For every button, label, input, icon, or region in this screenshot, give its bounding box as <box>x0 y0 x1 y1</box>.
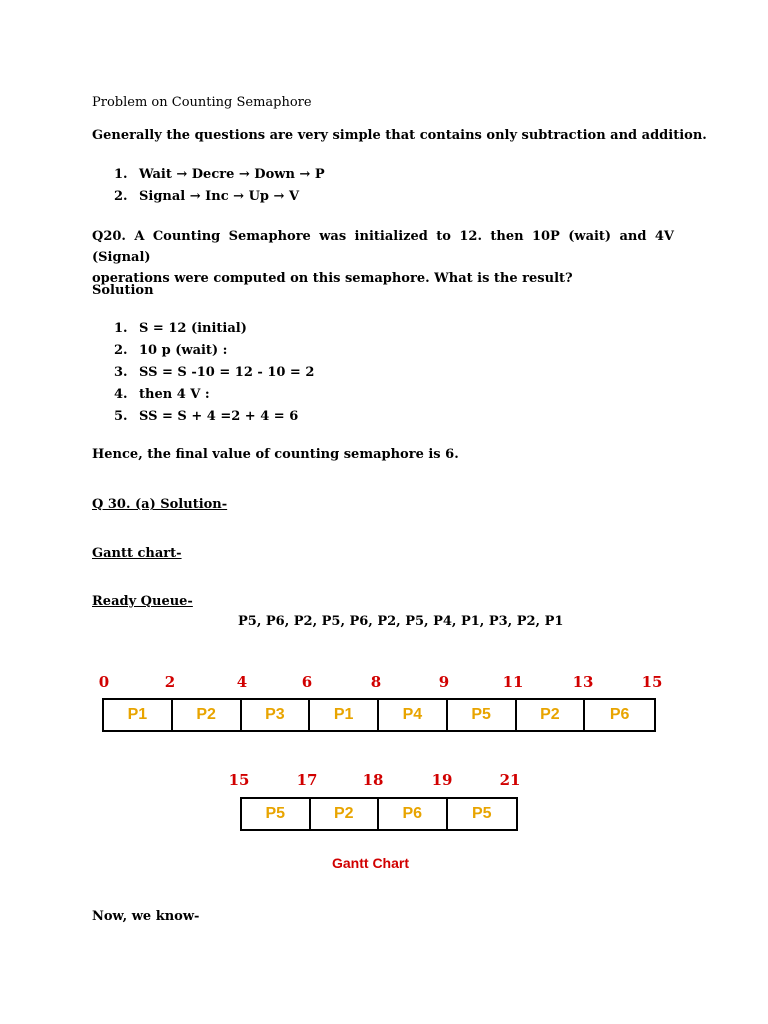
gantt-tick: 2 <box>164 673 176 691</box>
gantt-tick: 8 <box>370 673 382 691</box>
list-number: 5. <box>114 409 128 424</box>
gantt-tick: 15 <box>641 673 663 691</box>
gantt-tick: 4 <box>236 673 248 691</box>
gantt-tick: 6 <box>301 673 313 691</box>
gantt-caption: Gantt Chart <box>332 855 409 871</box>
intro-text: Generally the questions are very simple that contains only subtraction and addition. <box>92 128 707 143</box>
gantt-cell: P1 <box>310 700 379 730</box>
ready-queue-heading: Ready Queue- <box>92 594 193 609</box>
list-text: 10 p (wait) : <box>139 343 228 358</box>
gantt-row-1 <box>102 698 656 732</box>
gantt-row-2 <box>240 797 518 831</box>
gantt-tick: 18 <box>362 771 384 789</box>
ready-queue-values: P5, P6, P2, P5, P6, P2, P5, P4, P1, P3, P2, P1 <box>238 614 564 629</box>
closing-text: Now, we know- <box>92 909 200 924</box>
gantt-tick: 0 <box>98 673 110 691</box>
gantt-tick: 21 <box>499 771 521 789</box>
gantt-cell: P5 <box>448 700 517 730</box>
doc-title: Problem on Counting Semaphore <box>92 95 312 110</box>
gantt-tick: 17 <box>296 771 318 789</box>
gantt-cell: P2 <box>517 700 586 730</box>
list-number: 1. <box>114 321 128 336</box>
gantt-cell: P4 <box>379 700 448 730</box>
gantt-cell: P6 <box>609 706 630 723</box>
list-item <box>114 340 314 362</box>
question-line: Q20. A Counting Semaphore was initialized to 12. then 10P (wait) and 4V (Signal) <box>92 229 674 265</box>
gantt-cell: P5 <box>242 799 311 829</box>
gantt-cell: P1 <box>104 700 173 730</box>
list-item <box>114 186 325 208</box>
list-item <box>114 384 314 406</box>
gantt-heading: Gantt chart- <box>92 546 182 561</box>
q30-heading: Q 30. (a) Solution- <box>92 497 228 512</box>
gantt-cell: P2 <box>173 700 242 730</box>
operations-list <box>114 164 325 208</box>
list-number: 2. <box>114 189 128 204</box>
list-item <box>114 406 314 428</box>
gantt-cell: P2 <box>311 799 380 829</box>
list-text: then 4 V : <box>139 387 210 402</box>
list-text: Signal → Inc → Up → V <box>139 189 300 204</box>
list-text: SS = S -10 = 12 - 10 = 2 <box>139 365 315 380</box>
list-number: 3. <box>114 365 128 380</box>
gantt-tick: 9 <box>438 673 450 691</box>
list-item <box>114 164 325 186</box>
list-text: Wait → Decre → Down → P <box>139 167 325 182</box>
list-item <box>114 318 314 340</box>
list-text: S = 12 (initial) <box>139 321 247 336</box>
conclusion-text: Hence, the final value of counting semaphore is 6. <box>92 447 459 462</box>
gantt-tick: 19 <box>431 771 453 789</box>
list-number: 1. <box>114 167 128 182</box>
list-number: 2. <box>114 343 128 358</box>
gantt-cell: P5 <box>471 805 492 822</box>
question-line: operations were computed on this semaphore. What is the result? <box>92 271 573 286</box>
gantt-tick: 11 <box>502 673 524 691</box>
gantt-cell: P6 <box>379 799 448 829</box>
list-text: SS = S + 4 =2 + 4 = 6 <box>139 409 299 424</box>
solution-steps <box>114 318 314 428</box>
gantt-cell: P3 <box>242 700 311 730</box>
list-number: 4. <box>114 387 128 402</box>
gantt-tick: 13 <box>572 673 594 691</box>
solution-heading: Solution <box>92 283 154 298</box>
gantt-tick: 15 <box>228 771 250 789</box>
question-q20 <box>92 226 674 289</box>
list-item <box>114 362 314 384</box>
